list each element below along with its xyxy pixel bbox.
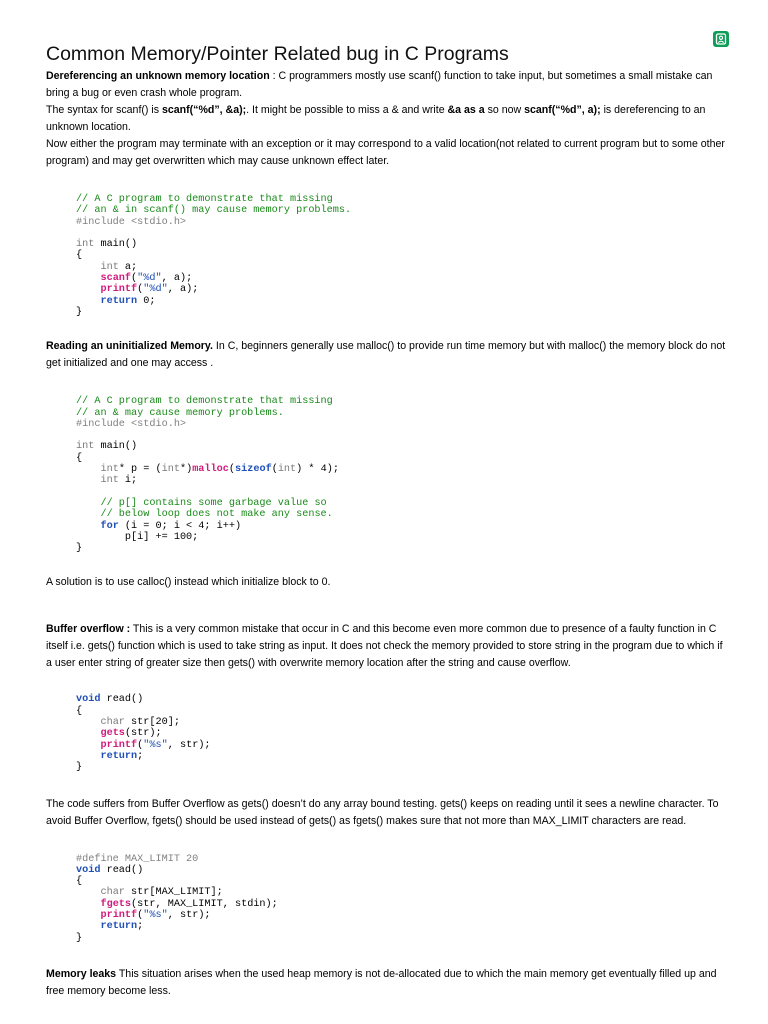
paragraph-consequence: Now either the program may terminate with an exception or it may correspond to a valid location(not related to current program but to some other program) and may get overwritten which may cause unknown effect later. xyxy=(46,138,725,167)
code-block-gets: void read() { char str[20]; gets(str); printf("%s", str); return; } xyxy=(76,694,211,774)
paragraph-fgets-explanation: The code suffers from Buffer Overflow as gets() doesn’t do any array bound testing. gets() keeps on reading until it sees a newline character. To avoid Buffer Overflow, fgets() should be used instead of gets() as fgets() makes sure that not more than MAX_LIMIT characters are read. xyxy=(46,797,719,827)
paragraph-calloc-solution: A solution is to use calloc() instead which initialize block to 0. xyxy=(46,576,331,589)
paragraph-scanf-syntax: The syntax for scanf() is scanf(“%d”, &a);. It might be possible to miss a & and write &a as a so now scanf(“%d”, a); is dereferencing to an unknown location. xyxy=(46,104,706,133)
code-block-fgets: #define MAX_LIMIT 20 void read() { char str[MAX_LIMIT]; fgets(str, MAX_LIMIT, stdin); printf("%s", str); return; } xyxy=(76,853,278,944)
paragraph-buffer-overflow: Buffer overflow : This is a very common mistake that occur in C and this become even more common due to presence of a faulty function in C itself i.e. gets() function which is used to take string as input. It does not check the memory provided to store string in the program due to which if a user enter string of greater size then gets() with overwrite memory location after the string and cause overflow. xyxy=(46,623,723,670)
heading-dereferencing: Dereferencing an unknown memory location xyxy=(46,70,270,82)
paragraph-uninitialized: Reading an uninitialized Memory. In C, beginners generally use malloc() to provide run time memory but with malloc() the memory block do not get initialized and one may access . xyxy=(46,340,726,370)
heading-buffer-overflow: Buffer overflow : xyxy=(46,623,131,636)
article xyxy=(46,40,726,1000)
code-block-malloc: // A C program to demonstrate that missing // an & may cause memory problems. #include <stdio.h> int main() { int* p = (int*)malloc(sizeof(int) * 4); int i; // p[] contains some garbage value so // below loop does not make any sense. for (i = 0; i < 4; i++) p[i] += 100; } xyxy=(76,396,339,555)
paragraph-dereferencing: Dereferencing an unknown memory location : C programmers mostly use scanf() function to take input, but sometimes a small mistake can bring a bug or even crash whole program. xyxy=(46,70,713,99)
heading-memory-leaks: Memory leaks xyxy=(46,967,117,980)
heading-uninitialized: Reading an uninitialized Memory. xyxy=(46,340,213,353)
paragraph-memory-leaks: Memory leaks This situation arises when the used heap memory is not de-allocated due to which the main memory get eventually filled up and free memory become less. xyxy=(46,967,717,997)
code-block-scanf: // A C program to demonstrate that missing // an & in scanf() may cause memory problems. #include <stdio.h> int main() { int a; scanf("%d", a); printf("%d", a); return 0; } xyxy=(76,194,352,318)
page-title: Common Memory/Pointer Related bug in C Programs xyxy=(46,43,509,65)
